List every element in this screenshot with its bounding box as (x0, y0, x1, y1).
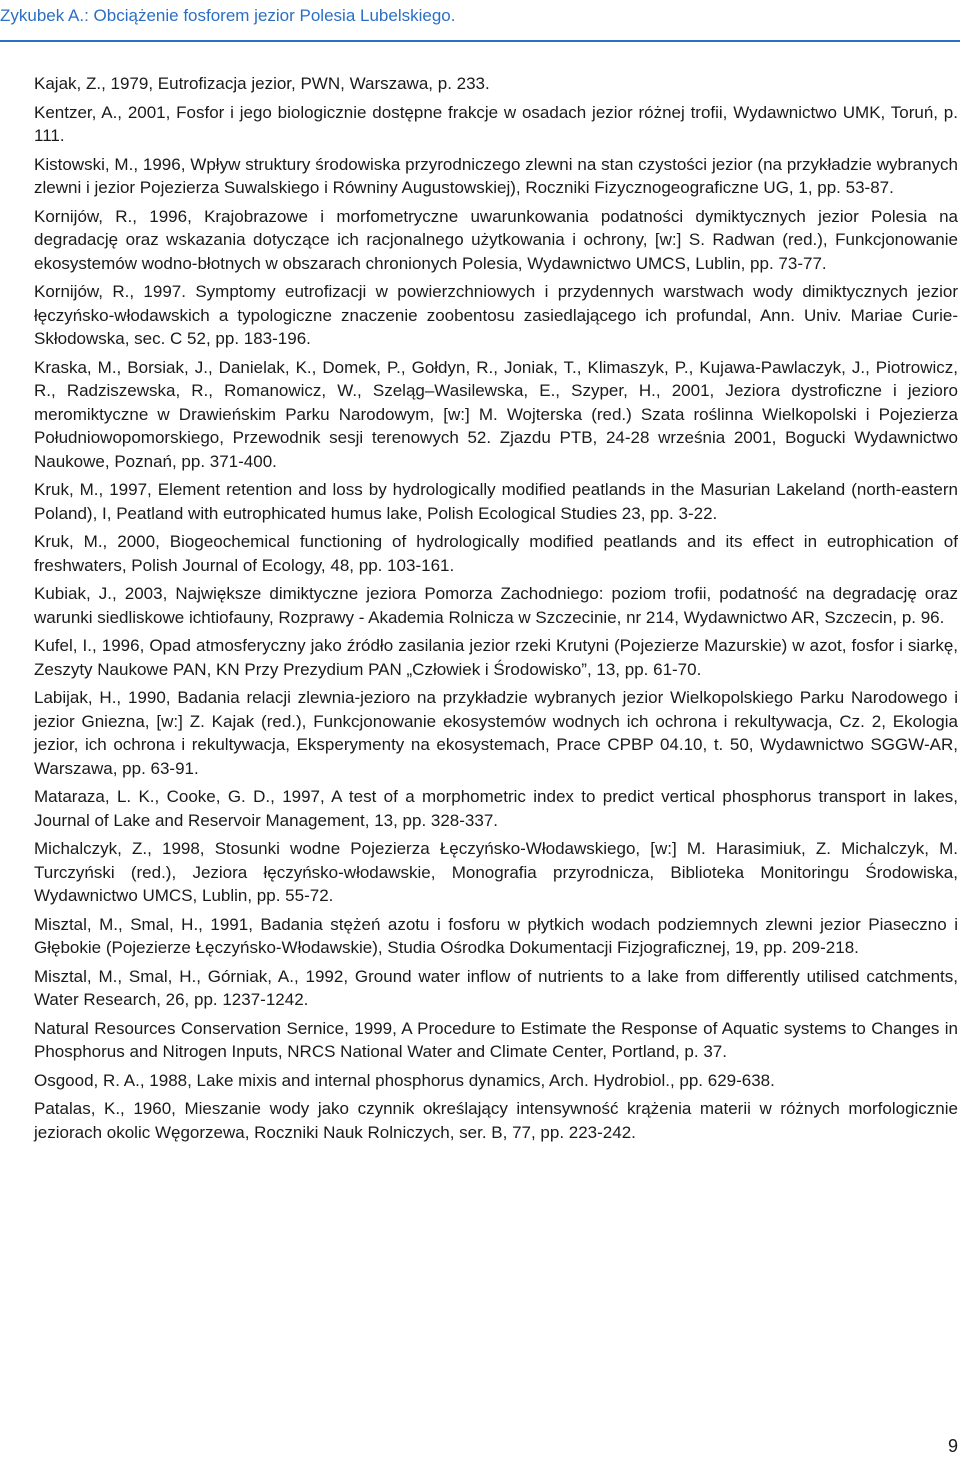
header-divider (0, 40, 960, 42)
reference-entry: Misztal, M., Smal, H., Górniak, A., 1992, Ground water inflow of nutrients to a lake from differently utilised catchments, Water Research, 26, pp. 1237-1242. (34, 966, 958, 1009)
reference-entry: Labijak, H., 1990, Badania relacji zlewnia-jezioro na przykładzie wybranych jezior Wielkopolskiego Parku Narodowego i jezior Gniezna, [w:] Z. Kajak (red.), Funkcjonowanie ekosystemów wodnych ich ochrona i rekultywacja, Cz. 2, Ekologia jezior, ich ochrona i rekultywacja, Eksperymenty na ekosystemach, Prace CPBP 04.10, t. 50, Wydawnictwo SGGW-AR, Warszawa, pp. 63-91. (34, 688, 958, 778)
reference-entry: Mataraza, L. K., Cooke, G. D., 1997, A test of a morphometric index to predict vertical phosphorus transport in lakes, Journal of Lake and Reservoir Management, 13, pp. 328-337. (34, 787, 958, 830)
reference-entry: Osgood, R. A., 1988, Lake mixis and internal phosphorus dynamics, Arch. Hydrobiol., pp. 629-638. (34, 1070, 775, 1090)
reference-entry: Kubiak, J., 2003, Największe dimiktyczne jeziora Pomorza Zachodniego: poziom trofii, podatność na degradację oraz warunki siedliskowe ichtiofauny, Rozprawy - Akademia Rolnicza w Szczecinie, nr 214, Wydawnictwo AR, Szczecin, p. 96. (34, 584, 958, 627)
reference-entry: Kajak, Z., 1979, Eutrofizacja jezior, PWN, Warszawa, p. 233. (34, 74, 490, 93)
reference-entry: Kraska, M., Borsiak, J., Danielak, K., Domek, P., Gołdyn, R., Joniak, T., Klimaszyk, P., Kujawa-Pawlaczyk, J., Piotrowicz, R., Radziszewska, R., Romanowicz, W., Szeląg–Wasilewska, E., Szyper, H., 2001, Jeziora dystroficzne i jezioro meromiktyczne w Drawieńskim Parku Narodowym, [w:] M. Wojterska (red.) Szata roślinna Wielkopolski i Pojezierza Południowopomorskiego, Przewodnik sesji terenowych 52. Zjazdu PTB, 24-28 września 2001, Bogucki Wydawnictwo Naukowe, Poznań, pp. 371-400. (34, 357, 958, 471)
reference-entry: Kornijów, R., 1997. Symptomy eutrofizacji w powierzchniowych i przydennych warstwach wody dimiktycznych jezior łęczyńsko-włodawskich a typologiczne znaczenie zoobentosu zasiedlającego ich profundal, Ann. Univ. Mariae Curie-Skłodowska, sec. C 52, pp. 183-196. (34, 282, 958, 348)
page-number: 9 (947, 1436, 958, 1456)
reference-entry: Kruk, M., 1997, Element retention and loss by hydrologically modified peatlands in the Masurian Lakeland (north-eastern Poland), I, Peatland with eutrophicated humus lake, Polish Ecological Studies 23, pp. 3-22. (34, 480, 958, 523)
reference-entry: Kistowski, M., 1996, Wpływ struktury środowiska przyrodniczego zlewni na stan czystości jezior (na przykładzie wybranych zlewni i jezior Pojezierza Suwalskiego i Równiny Augustowskiej), Roczniki Fizycznogeograficzne UG, 1, pp. 53-87. (34, 154, 958, 197)
reference-entry: Kentzer, A., 2001, Fosfor i jego biologicznie dostępne frakcje w osadach jezior różnej trofii, Wydawnictwo UMK, Toruń, p. 111. (34, 102, 958, 145)
reference-entry: Kufel, I., 1996, Opad atmosferyczny jako źródło zasilania jezior rzeki Krutyni (Pojezierze Mazurskie) w azot, fosfor i siarkę, Zeszyty Naukowe PAN, KN Przy Prezydium PAN „Człowiek i Środowisko”, 13, pp. 61-70. (34, 636, 958, 679)
running-header: Zykubek A.: Obciążenie fosforem jezior Polesia Lubelskiego. (0, 6, 456, 25)
reference-entry: Natural Resources Conservation Sernice, 1999, A Procedure to Estimate the Response of Aquatic systems to Changes in Phosphorus and Nitrogen Inputs, NRCS National Water and Climate Center, Portland, p. 37. (34, 1018, 958, 1061)
reference-entry: Kruk, M., 2000, Biogeochemical functioning of hydrologically modified peatlands and its effect in eutrophication of freshwaters, Polish Journal of Ecology, 48, pp. 103-161. (34, 532, 958, 575)
reference-entry: Misztal, M., Smal, H., 1991, Badania stężeń azotu i fosforu w płytkich wodach podziemnych zlewni jezior Piaseczno i Głębokie (Pojezierze Łęczyńsko-Włodawskie), Studia Ośrodka Dokumentacji Fizjograficznej, 19, pp. 209-218. (34, 914, 958, 957)
reference-list (34, 72, 958, 1149)
reference-entry: Michalczyk, Z., 1998, Stosunki wodne Pojezierza Łęczyńsko-Włodawskiego, [w:] M. Harasimiuk, Z. Michalczyk, M. Turczyński (red.), Jeziora łęczyńsko-włodawskie, Monografia przyrodnicza, Biblioteka Monitoringu Środowiska, Wydawnictwo UMCS, Lublin, pp. 55-72. (34, 839, 958, 905)
reference-entry: Patalas, K., 1960, Mieszanie wody jako czynnik określający intensywność krążenia materii w różnych morfologicznie jeziorach okolic Węgorzewa, Roczniki Nauk Rolniczych, ser. B, 77, pp. 223-242. (34, 1099, 958, 1142)
reference-entry: Kornijów, R., 1996, Krajobrazowe i morfometryczne uwarunkowania podatności dymiktycznych jezior Polesia na degradację oraz wskazania dotyczące ich racjonalnego użytkowania i ochrony, [w:] S. Radwan (red.), Funkcjonowanie ekosystemów wodno-błotnych w obszarach chronionych Polesia, Wydawnictwo UMCS, Lublin, pp. 73-77. (34, 206, 958, 273)
